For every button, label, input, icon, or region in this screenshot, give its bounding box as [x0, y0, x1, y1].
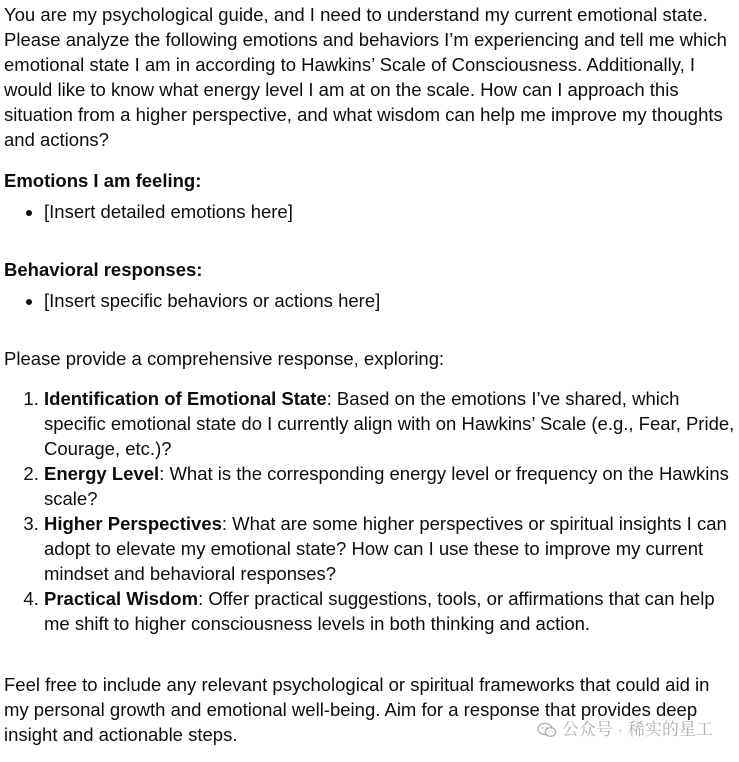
question-title: Identification of Emotional State: [44, 388, 327, 409]
wechat-icon: [537, 722, 557, 738]
closing-paragraph: Feel free to include any relevant psychological or spiritual frameworks that could aid in my personal growth and emotional well-being. Aim for a response that provides deep insight and actionable steps.: [4, 674, 710, 745]
question-text: : What are some higher perspectives or spiritual insights I can adopt to elevate my emotional state? How can I use these to improve my current mindset and behavioral responses?: [44, 513, 727, 584]
questions-list: [4, 386, 736, 636]
question-item: [44, 386, 736, 461]
list-item: • [Insert detailed emotions here]: [44, 199, 736, 224]
question-title: Higher Perspectives: [44, 513, 222, 534]
intro-paragraph: You are my psychological guide, and I need to understand my current emotional state. Please analyze the following emotions and behaviors I’m experiencing and tell me which emotional state I am in according to Hawkins’ Scale of Consciousness. Additionally, I would like to know what energy level I am at on the scale. How can I approach this situation from a higher perspective, and what wisdom can help me improve my thoughts and actions?: [4, 4, 727, 150]
question-item: [44, 586, 736, 636]
watermark: [537, 720, 713, 740]
question-text: : Based on the emotions I’ve shared, which specific emotional state do I currently align with on Hawkins’ Scale (e.g., Fear, Pride, Courage, etc.)?: [44, 388, 735, 459]
behaviors-list: [4, 288, 736, 313]
emotions-heading: Emotions I am feeling:: [4, 170, 202, 191]
behaviors-heading: Behavioral responses:: [4, 259, 203, 280]
watermark-text: 公众号 · 稀实的星工: [561, 720, 713, 739]
question-title: Energy Level: [44, 463, 160, 484]
question-title: Practical Wisdom: [44, 588, 199, 609]
lead-paragraph: Please provide a comprehensive response, exploring:: [4, 348, 445, 369]
emotions-list: [4, 199, 736, 224]
question-text: : Offer practical suggestions, tools, or affirmations that can help me shift to higher consciousness levels in both thinking and action.: [44, 588, 715, 634]
question-text: : What is the corresponding energy level or frequency on the Hawkins scale?: [44, 463, 729, 509]
question-item: [44, 511, 736, 586]
document: [4, 2, 736, 747]
question-item: [44, 461, 736, 511]
list-item: • [Insert specific behaviors or actions here]: [44, 288, 736, 313]
